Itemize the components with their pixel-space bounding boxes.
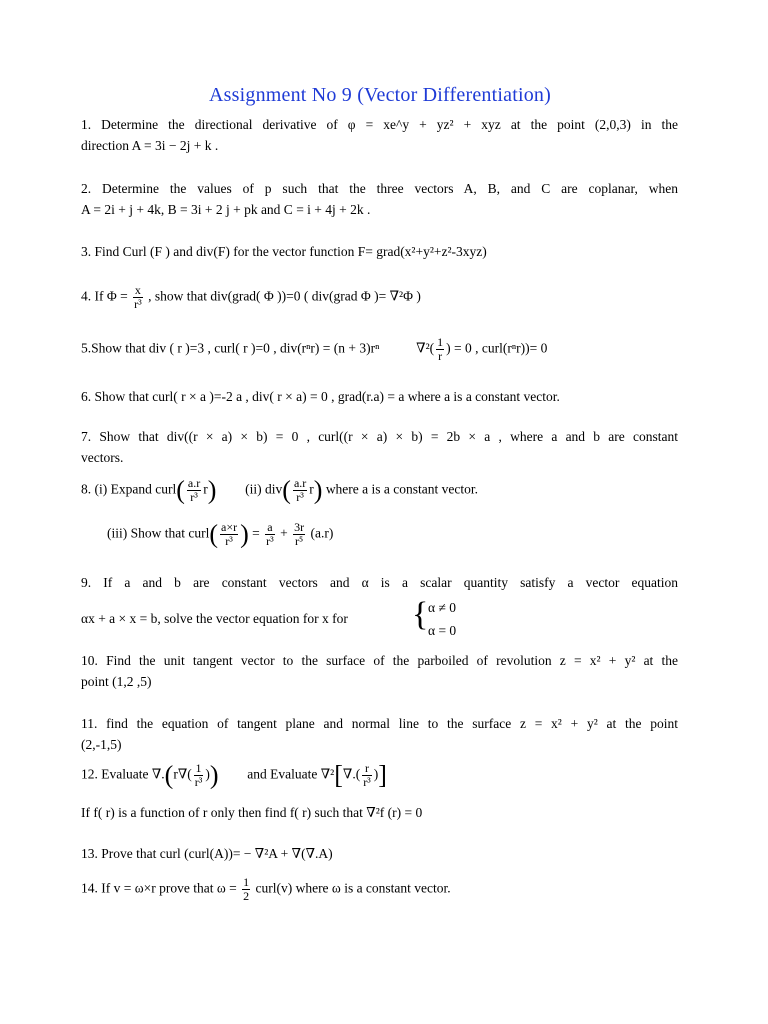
q8p2-tail: r [309, 481, 314, 497]
question-6: 6. Show that curl( r × a )=-2 a , div( r × a) = 0 , grad(r.a) = a where a is a constant vector. [81, 389, 560, 404]
question-2-line-1: 2. Determine the values of p such that the three vectors A, B, and C are coplanar, when [81, 181, 678, 196]
question-12-evaluate-2: and Evaluate ∇² [247, 766, 335, 782]
paren-right: ) [240, 519, 249, 549]
paren-right: ) [313, 475, 323, 505]
question-4-suffix: , show that div(grad( Φ ))=0 ( div(grad Φ )= ∇²Φ ) [148, 288, 421, 304]
page-title: Assignment No 9 (Vector Differentiation) [209, 84, 551, 106]
q8p3-equals: = [252, 525, 260, 541]
q8p3-fraction-1 [220, 521, 238, 548]
question-8-part-1-2 [81, 477, 478, 504]
question-12-evaluate-1: 12. Evaluate ∇. [81, 766, 165, 782]
paren-right: ) [207, 475, 217, 505]
q12b-numerator: r [362, 762, 372, 776]
q8p3-denominator-1: r³ [225, 534, 233, 548]
question-8-part-1-fraction [187, 477, 201, 504]
question-8-part-2-label: (ii) div [245, 481, 283, 497]
q8p3-numerator-1: a×r [221, 520, 238, 534]
q12b-denominator: r³ [363, 775, 371, 789]
q8p2-numerator: a.r [293, 476, 307, 490]
q12b-fraction [362, 762, 372, 789]
question-5 [81, 336, 547, 363]
q8p3-end: (a.r) [310, 525, 334, 541]
q12a-numerator: 1 [195, 761, 202, 775]
question-8-part-1-label: 8. (i) Expand curl [81, 481, 177, 497]
q8p1-denominator: r³ [190, 490, 198, 504]
question-13: 13. Prove that curl (curl(A))= − ∇²A + ∇(∇.A) [81, 846, 333, 861]
question-11-line-1: 11. find the equation of tangent plane and normal line to the surface z = x² + y² at the point [81, 716, 678, 731]
question-14-suffix: curl(v) where ω is a constant vector. [255, 880, 451, 896]
question-4-denominator: r³ [134, 297, 142, 311]
question-5-text: 5.Show that div ( r )=3 , curl( r )=0 , div(rⁿr) = (n + 3)rⁿ [81, 340, 380, 356]
question-5-numerator: 1 [437, 335, 444, 349]
bracket-left: [ [334, 760, 343, 790]
q8p2-denominator: r³ [296, 490, 304, 504]
question-8-part-3 [107, 521, 333, 548]
question-7-line-2: vectors. [81, 450, 124, 465]
question-12-part-c: If f( r) is a function of r only then find f( r) such that ∇²f (r) = 0 [81, 805, 423, 820]
question-8-part-2-end: where a is a constant vector. [325, 481, 479, 497]
bracket-right: ] [378, 760, 387, 790]
question-2-line-2: A = 2i + j + 4k, B = 3i + 2 j + pk and C = i + 4j + 2k . [81, 202, 371, 217]
q12b-close: ) [373, 766, 379, 782]
paren-left: ( [176, 475, 185, 505]
paren-left: ( [282, 475, 291, 505]
question-14 [81, 876, 451, 903]
paren-right: ) [209, 760, 219, 790]
question-9-case-1: α ≠ 0 [428, 600, 456, 615]
q12a-denominator: r³ [194, 775, 203, 789]
q12a-close: ) [205, 766, 210, 782]
q12a-fraction [194, 762, 204, 789]
question-4-fraction [133, 284, 143, 311]
q8p3-fraction-3 [293, 521, 305, 548]
paren-left: ( [164, 760, 174, 790]
q8p3-denominator-3: r⁵ [295, 534, 304, 548]
question-3: 3. Find Curl (F ) and div(F) for the vector function F= grad(x²+y²+z²-3xyz) [81, 244, 487, 259]
question-5-denominator: r [438, 349, 443, 363]
question-4-numerator: x [134, 283, 141, 297]
question-11-line-2: (2,-1,5) [81, 737, 122, 752]
q8p1-tail: r [203, 481, 208, 497]
question-4 [81, 284, 421, 311]
question-14-fraction [242, 876, 250, 903]
q8p1-numerator: a.r [187, 476, 201, 490]
question-7-line-1: 7. Show that div((r × a) × b) = 0 , curl((r × a) × b) = 2b × a , where a and b are constant [81, 429, 678, 444]
question-8-part-2-fraction [293, 477, 307, 504]
q12a-inner: r∇( [173, 766, 192, 782]
question-14-numerator: 1 [243, 875, 250, 889]
question-8-part-3-label: (iii) Show that curl [107, 525, 210, 541]
question-9-case-2: α = 0 [428, 623, 457, 638]
question-10-line-1: 10. Find the unit tangent vector to the surface of the parboiled of revolution z = x² + y² at the [81, 653, 678, 668]
question-9-line-1: 9. If a and b are constant vectors and α is a scalar quantity satisfy a vector equation [81, 575, 678, 590]
paren-left: ( [209, 519, 219, 549]
question-5-after: ) = 0 , curl(rⁿr))= 0 [446, 340, 548, 356]
question-1-line-2: direction A = 3i − 2j + k . [81, 138, 219, 153]
question-9-line-2: αx + a × x = b, solve the vector equation for x for [81, 611, 348, 626]
q8p3-denominator-2: r³ [266, 534, 274, 548]
q12b-inner: ∇.( [342, 766, 361, 782]
question-5-fraction [436, 336, 444, 363]
question-14-prefix: 14. If v = ω×r prove that ω = [81, 880, 237, 896]
question-5-laplacian: ∇²( [416, 340, 435, 356]
question-10-line-2: point (1,2 ,5) [81, 674, 152, 689]
q8p3-numerator-3: 3r [294, 520, 305, 534]
q8p3-plus: + [280, 525, 288, 541]
cases-brace: { [412, 596, 429, 633]
question-12 [81, 762, 387, 789]
q8p3-fraction-2 [265, 521, 275, 548]
question-14-denominator: 2 [243, 889, 250, 903]
question-4-prefix: 4. If Φ = [81, 288, 128, 304]
q8p3-numerator-2: a [265, 521, 275, 535]
question-1-line-1: 1. Determine the directional derivative of φ = xe^y + yz² + xyz at the point (2,0,3) in the [81, 117, 678, 132]
